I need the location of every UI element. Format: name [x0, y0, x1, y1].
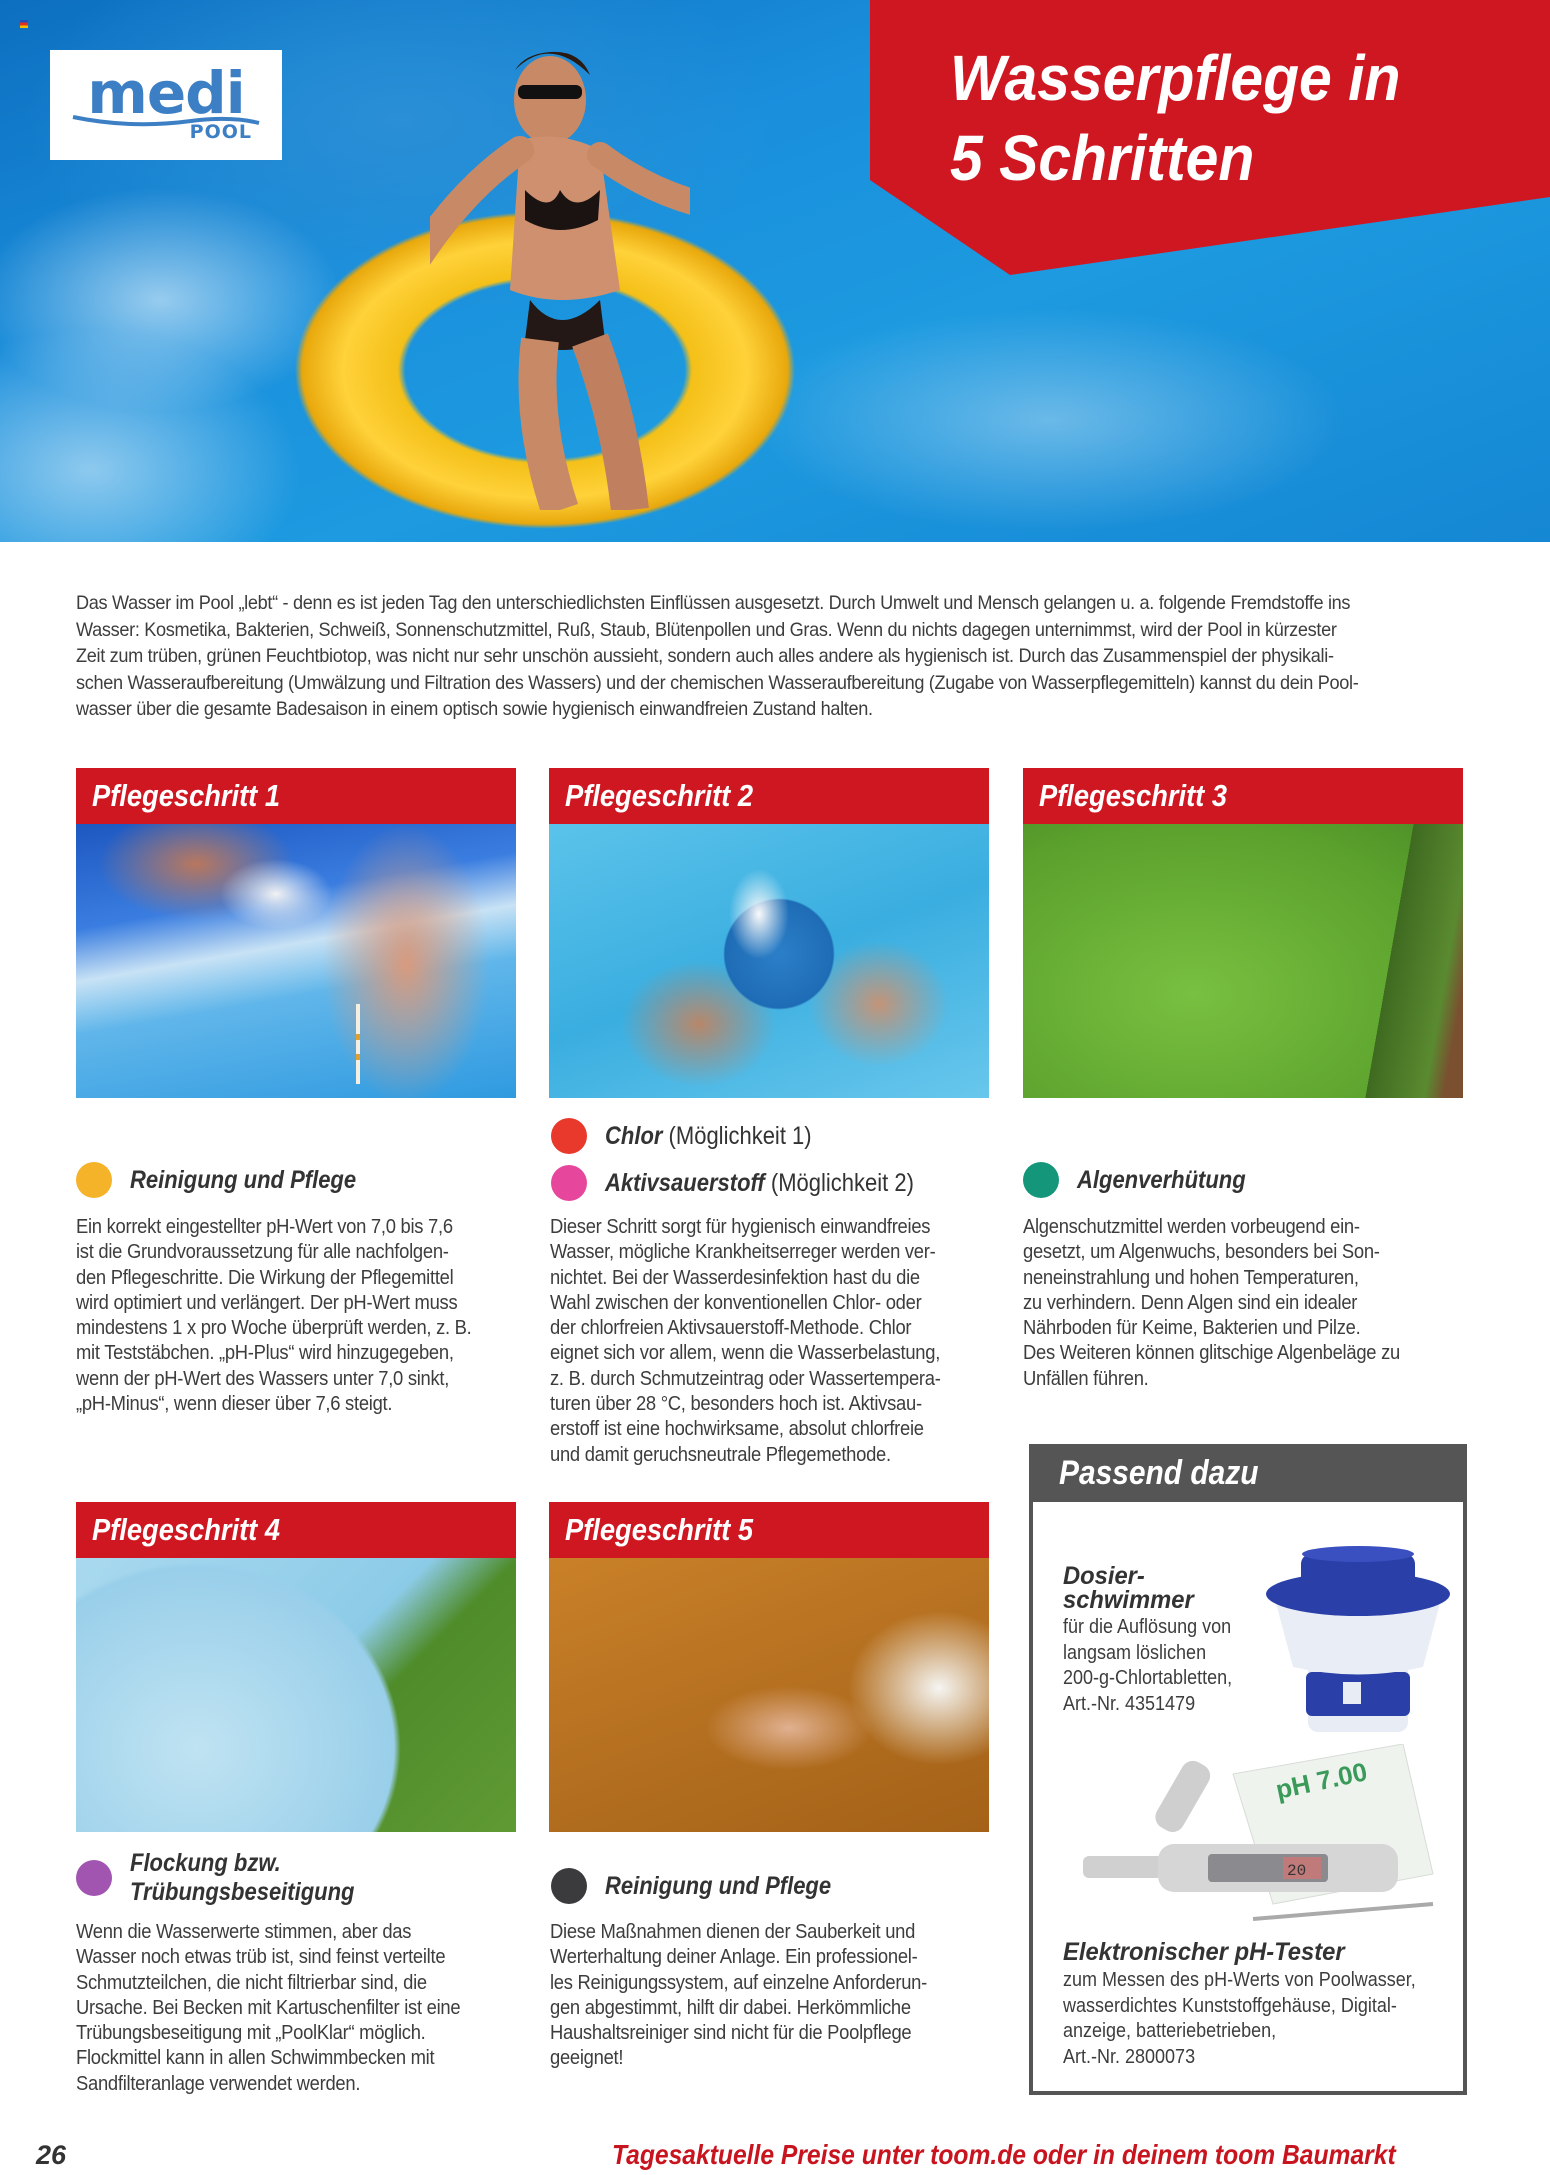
- product-title-dosierschwimmer: Dosier- schwimmer: [1063, 1562, 1194, 1614]
- product-desc-ph-tester: zum Messen des pH-Werts von Poolwasser, wasserdichtes Kunststoffgehäuse, Digital- anzeige, batteriebetrieben, Art.-Nr. 2800073: [1063, 1969, 1416, 2068]
- step-card-2: [549, 768, 989, 1098]
- page-number: 26: [36, 2140, 67, 2170]
- pink-dot-icon: [551, 1165, 587, 1201]
- intro-line: Das Wasser im Pool „lebt“ - denn es ist jeden Tag den unterschiedlichsten Einflüssen ausgesetzt. Durch Umwelt und Mensch gelangen u. a. folgende Fremdstoffe ins: [76, 592, 1351, 614]
- chlorine-dispenser-photo: [549, 824, 989, 1098]
- logo-word: medi: [87, 59, 245, 127]
- step-header: Pflegeschritt 3: [1023, 768, 1463, 824]
- step-2-text: Dieser Schritt sorgt für hygienisch einwandfreies Wasser, mögliche Krankheitserreger werden ver- nichtet. Bei der Wasserdesinfektion hast du die Wahl zwischen der konventionellen Chlor- oder der chlorfreien Aktivsauerstoff-Methode. Chlor eignet sich vor allem, wenn die Wasserbelastung, z. B. durch Schmutzeintrag oder Wassertempera- turen über 28 °C, besonders hoch ist. Aktivsau- erstoff ist eine hochwirksame, absolut chlorfreie und damit geruchsneutrale Pflegemethode.: [550, 1216, 941, 1466]
- sachet-label: pH 7.00: [1273, 1756, 1370, 1805]
- step-1-text: Ein korrekt eingestellter pH-Wert von 7,0 bis 7,6 ist die Grundvoraussetzung für alle nachfolgen- den Pflegeschritte. Die Wirkung der Pflegemittel wird optimiert und verlängert. Der pH-Wert muss mindestens 1 x pro Woche überprüft werden, z. B. mit Teststäbchen. „pH-Plus“ wird hinzugegeben, wenn der pH-Wert des Wassers unter 7,0 sinkt, „pH-Minus“, wenn dieser über 7,6 steigt.: [76, 1216, 472, 1416]
- hero-image: [0, 0, 1550, 542]
- medipool-logo: [50, 50, 282, 160]
- murky-water-photo: [549, 1558, 989, 1832]
- title-line-1: Wasserpflege in: [950, 42, 1401, 114]
- related-products-box: [1029, 1444, 1467, 2095]
- heading-text: Algenverhütung: [1077, 1166, 1246, 1194]
- step-header: Pflegeschritt 4: [76, 1502, 516, 1558]
- footer-cta-link[interactable]: Tagesaktuelle Preise unter toom.de oder in deinem toom Baumarkt: [612, 2139, 1396, 2170]
- step-3-heading: [1023, 1162, 1269, 1198]
- step-5-heading: [551, 1868, 862, 1904]
- step-2-heading-chlor: [551, 1118, 840, 1154]
- intro-line: Wasser: Kosmetika, Bakterien, Schweiß, Sonnenschutzmittel, Ruß, Staub, Blütenpollen und Gras. Wenn du nichts dagegen unternimmst, wird der Pool in kürzester: [76, 618, 1337, 641]
- flag-icon: [20, 20, 28, 28]
- logo-subword: POOL: [189, 121, 252, 143]
- intro-line: Zeit zum trüben, grünen Feuchtbiotop, was nicht nur sehr unschön aussieht, sondern auch alles andere als hygienisch ist. Durch das Zusammenspiel der physikali-: [76, 645, 1334, 668]
- tester-display-value: 20: [1287, 1862, 1307, 1880]
- step-5-text: Diese Maßnahmen dienen der Sauberkeit und Werterhaltung deiner Anlage. Ein professionel- les Reinigungssystem, auf einzelne Anforderun- gen abgestimmt, hilft dir dabei. Herkömmliche Haushaltsreiniger sind nicht für die Poolpflege geeignet!: [550, 1921, 927, 2070]
- step-card-3: [1023, 768, 1463, 1098]
- green-dot-icon: [1023, 1162, 1059, 1198]
- step-header: Pflegeschritt 5: [549, 1502, 989, 1558]
- ph-tester-image: [1073, 1744, 1463, 1944]
- step-header: Pflegeschritt 2: [549, 768, 989, 824]
- intro-paragraph: [76, 590, 1480, 723]
- step-card-1: [76, 768, 516, 1098]
- page-title: [950, 38, 1400, 198]
- product-desc-dosierschwimmer: für die Auflösung von langsam löslichen 200-g-Chlortabletten, Art.-Nr. 4351479: [1063, 1616, 1233, 1715]
- green-pool-photo: [1023, 824, 1463, 1098]
- step-1-heading: [76, 1162, 387, 1198]
- yellow-dot-icon: [76, 1162, 112, 1198]
- product-title-ph-tester: Elektronischer pH-Tester: [1063, 1938, 1345, 1966]
- heading-text: Aktivsauerstoff: [605, 1169, 765, 1197]
- purple-dot-icon: [76, 1860, 112, 1896]
- heading-text: Reinigung und Pflege: [605, 1872, 832, 1900]
- frame-pool-photo: [76, 1558, 516, 1832]
- heading-text: Flockung bzw.: [130, 1849, 281, 1877]
- ph-test-strip-photo: [76, 824, 516, 1098]
- dark-dot-icon: [551, 1868, 587, 1904]
- step-card-4: [76, 1502, 516, 1832]
- title-line-2: 5 Schritten: [950, 122, 1255, 194]
- test-strip-graphic: [356, 1004, 360, 1084]
- heading-text-line-2: Trübungsbeseitigung: [130, 1878, 355, 1906]
- step-4-text: Wenn die Wasserwerte stimmen, aber das Wasser noch etwas trüb ist, sind feinst verteilte Schmutzteilchen, die nicht filtrierbar sind, die Ursache. Bei Becken mit Kartuschenfilter ist eine Trübungsbeseitigung mit „PoolKlar“ möglich. Flockmittel kann in allen Schwimmbecken mit Sandfilteranlage verwendet werden.: [76, 1921, 461, 2095]
- related-products-header: Passend dazu: [1029, 1444, 1467, 1502]
- intro-line: wasser über die gesamte Badesaison in einem optisch sowie hygienisch einwandfreien Zustand halten.: [76, 698, 873, 721]
- heading-text: Reinigung und Pflege: [130, 1166, 357, 1194]
- step-2-heading-aktivsauerstoff: [551, 1165, 956, 1201]
- woman-figure-graphic: [430, 40, 690, 510]
- intro-line: schen Wasseraufbereitung (Umwälzung und Filtration des Wassers) und der chemischen Wasseraufbereitung (Zugabe von Wasserpflegemitteln) kannst du dein Pool-: [76, 671, 1359, 694]
- step-3-text: Algenschutzmittel werden vorbeugend ein- gesetzt, um Algenwuchs, besonders bei Son- neneinstrahlung und hohen Temperaturen, zu verhindern. Denn Algen sind ein idealer Nährboden für Keime, Bakterien und Pilze. Des Weiteren können glitschige Algenbeläge zu Unfällen führen.: [1023, 1216, 1400, 1390]
- red-dot-icon: [551, 1118, 587, 1154]
- heading-text: Chlor: [605, 1122, 663, 1150]
- heading-subtext: (Möglichkeit 2): [764, 1169, 914, 1197]
- step-card-5: [549, 1502, 989, 1832]
- step-header: Pflegeschritt 1: [76, 768, 516, 824]
- dosing-float-image: [1253, 1532, 1453, 1742]
- step-4-heading: [76, 1849, 385, 1907]
- heading-subtext: (Möglichkeit 1): [662, 1122, 812, 1150]
